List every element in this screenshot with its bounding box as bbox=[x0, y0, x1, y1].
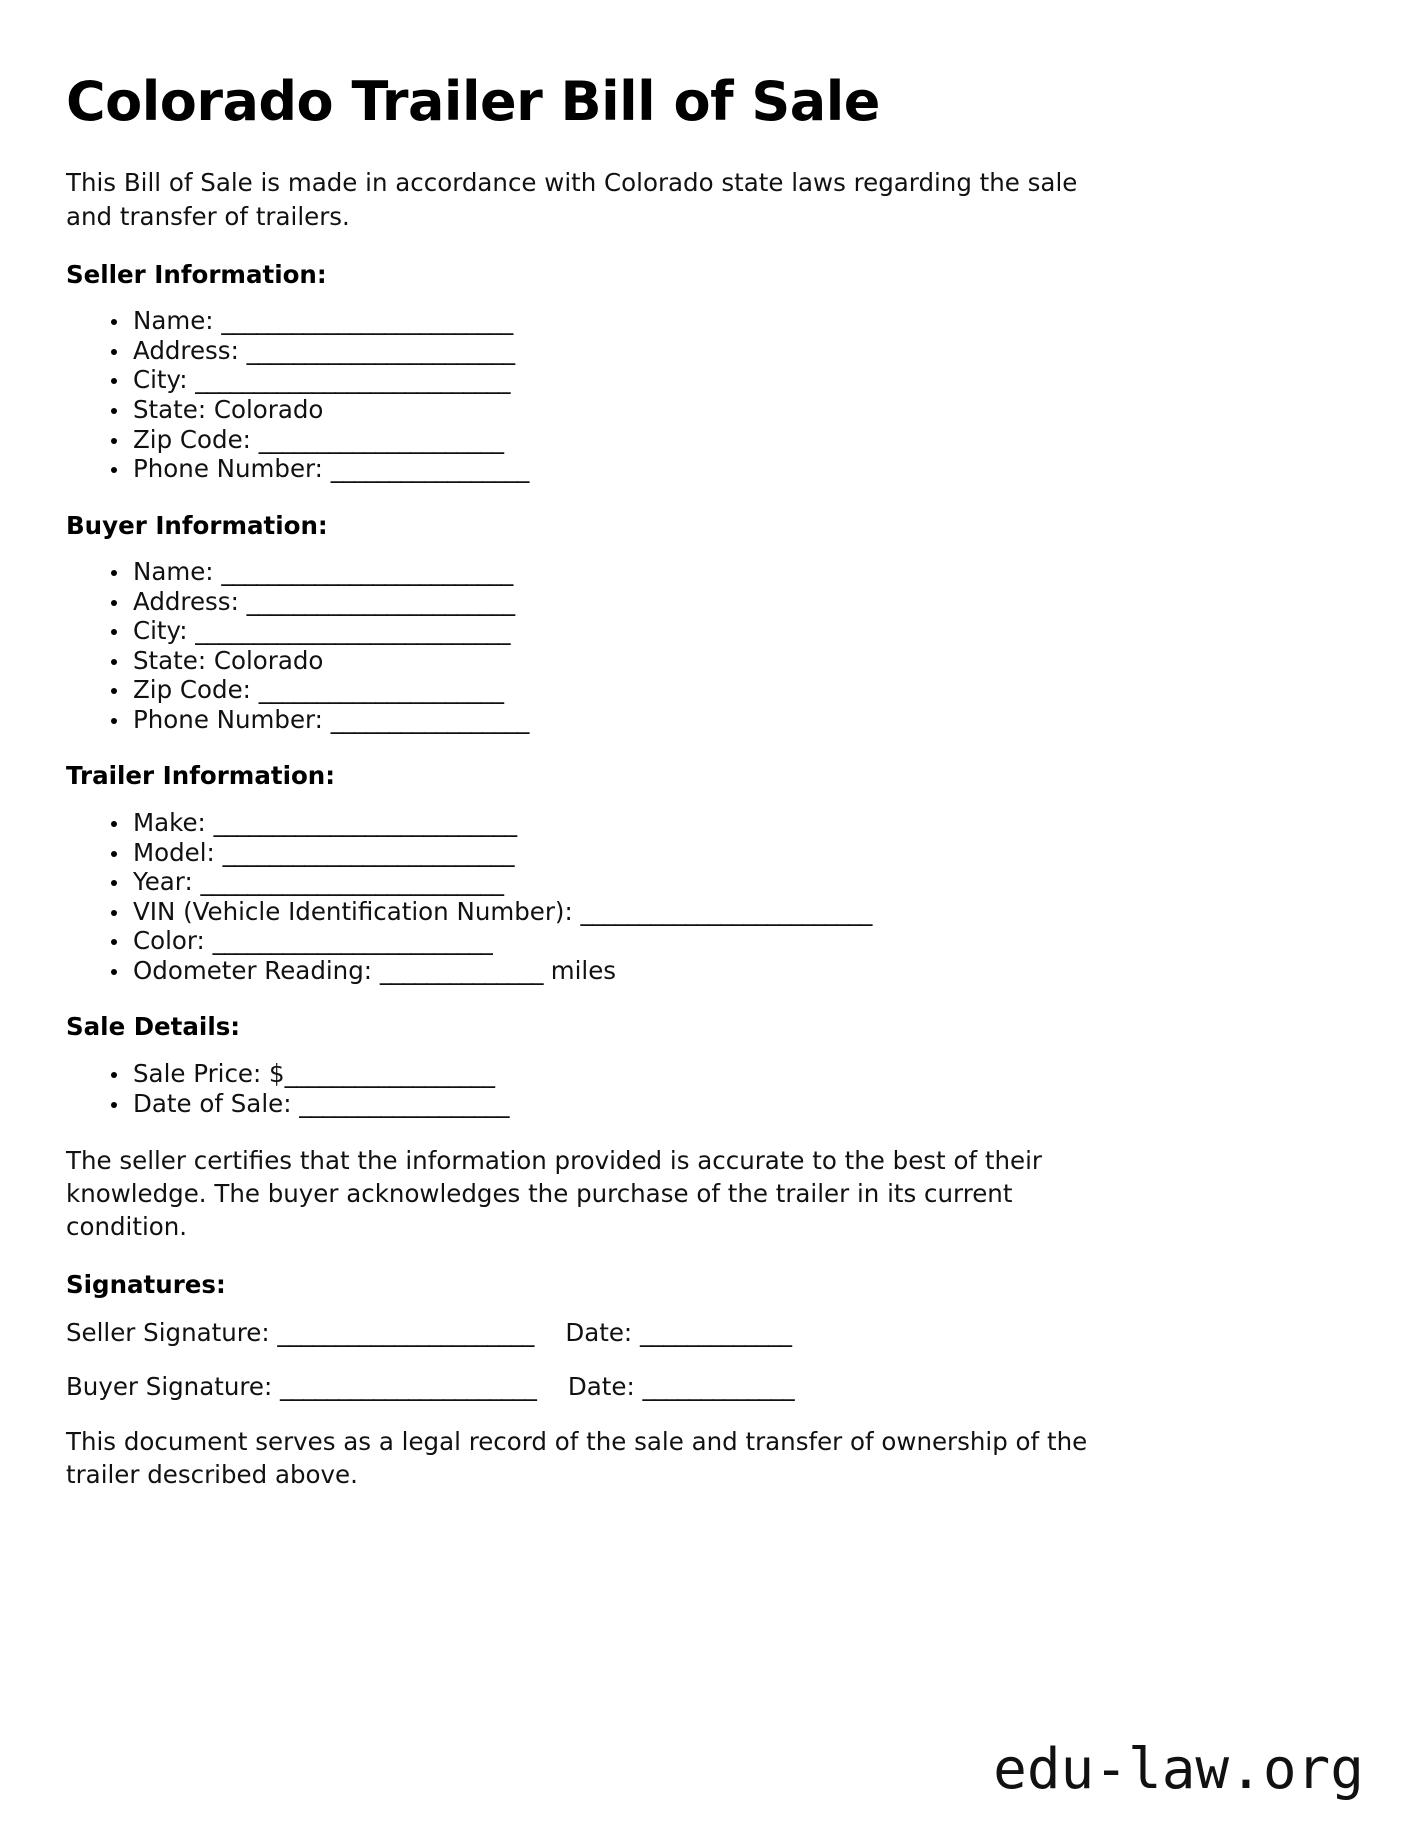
buyer-signature-row bbox=[66, 1371, 1350, 1403]
list-item bbox=[108, 1059, 1350, 1089]
list-item bbox=[108, 1089, 1350, 1119]
list-item bbox=[108, 897, 1350, 927]
field-label: Sale Price: $ bbox=[133, 1059, 285, 1089]
list-item bbox=[108, 365, 1350, 395]
page-title: Colorado Trailer Bill of Sale bbox=[66, 70, 880, 133]
seller-date-blank[interactable]: _____________ bbox=[639, 1318, 792, 1348]
field-label: Date of Sale: bbox=[133, 1088, 292, 1118]
field-label: Zip Code: bbox=[133, 675, 251, 705]
field-blank[interactable]: _________________________ bbox=[580, 896, 872, 926]
field-label: City: bbox=[133, 365, 188, 395]
field-label: VIN (Vehicle Identification Number): bbox=[133, 896, 573, 926]
buyer-signature-label: Buyer Signature: bbox=[66, 1372, 273, 1402]
field-blank[interactable]: ______________ bbox=[379, 955, 543, 985]
buyer-signature-blank[interactable]: ______________________ bbox=[280, 1372, 537, 1402]
list-item bbox=[108, 395, 1350, 425]
list-item bbox=[108, 867, 1350, 897]
sale-details-list bbox=[66, 1059, 1350, 1118]
buyer-date-blank[interactable]: _____________ bbox=[642, 1372, 794, 1402]
field-blank[interactable]: _____________________ bbox=[258, 675, 504, 705]
field-label: Address: bbox=[133, 335, 239, 365]
list-item bbox=[108, 587, 1350, 617]
list-item bbox=[108, 956, 1350, 986]
field-blank[interactable]: ___________________________ bbox=[195, 616, 510, 646]
list-item bbox=[108, 705, 1350, 735]
field-blank[interactable]: _________________ bbox=[330, 454, 529, 484]
intro-paragraph: This Bill of Sale is made in accordance with Colorado state laws regarding the sale and transfer of trailers. bbox=[66, 168, 1078, 231]
list-item bbox=[108, 557, 1350, 587]
list-item bbox=[108, 838, 1350, 868]
field-blank[interactable]: _________________________ bbox=[222, 837, 514, 867]
list-item bbox=[108, 926, 1350, 956]
field-label: Name: bbox=[133, 306, 214, 336]
field-label: Zip Code: bbox=[133, 424, 251, 454]
field-blank[interactable]: ___________________________ bbox=[195, 365, 510, 395]
field-blank[interactable]: __________________________ bbox=[213, 808, 517, 838]
closing-paragraph: This document serves as a legal record of the sale and transfer of ownership of the trailer described above. bbox=[66, 1427, 1088, 1490]
list-item bbox=[108, 454, 1350, 484]
signature-block bbox=[66, 1317, 1350, 1403]
signatures-heading: Signatures: bbox=[66, 1270, 226, 1300]
seller-signature-blank[interactable]: ______________________ bbox=[277, 1318, 534, 1348]
list-item bbox=[108, 675, 1350, 705]
field-blank[interactable]: _________________________ bbox=[221, 557, 513, 587]
trailer-information-list bbox=[66, 808, 1350, 985]
trailer-information-heading: Trailer Information: bbox=[66, 761, 336, 791]
seller-date-label: Date: bbox=[565, 1318, 633, 1348]
list-item bbox=[108, 808, 1350, 838]
field-blank[interactable]: ________________________ bbox=[212, 926, 493, 956]
seller-signature-label: Seller Signature: bbox=[66, 1318, 270, 1348]
field-blank[interactable]: __________________ bbox=[284, 1059, 495, 1089]
field-blank[interactable]: _______________________ bbox=[246, 586, 515, 616]
certification-paragraph: The seller certifies that the information provided is accurate to the best of their knowledge. The buyer acknowledges the purchase of the trailer in its current condition. bbox=[66, 1146, 1042, 1242]
field-label: Phone Number: bbox=[133, 704, 323, 734]
field-label: City: bbox=[133, 616, 188, 646]
field-blank[interactable]: __________________ bbox=[299, 1088, 509, 1118]
buyer-date-label: Date: bbox=[567, 1372, 635, 1402]
field-blank[interactable]: _____________________ bbox=[258, 424, 504, 454]
field-label: Name: bbox=[133, 557, 214, 587]
field-label: Address: bbox=[133, 586, 239, 616]
field-label: State: Colorado bbox=[133, 645, 324, 675]
seller-information-list bbox=[66, 306, 1350, 483]
field-label: State: Colorado bbox=[133, 394, 324, 424]
field-blank[interactable]: __________________________ bbox=[200, 867, 504, 897]
list-item bbox=[108, 646, 1350, 676]
field-label: Phone Number: bbox=[133, 454, 323, 484]
buyer-information-heading: Buyer Information: bbox=[66, 510, 328, 540]
list-item bbox=[108, 336, 1350, 366]
sale-details-heading: Sale Details: bbox=[66, 1012, 241, 1042]
field-label: Make: bbox=[133, 808, 206, 838]
list-item bbox=[108, 306, 1350, 336]
field-label: Color: bbox=[133, 926, 205, 956]
field-blank[interactable]: _________________________ bbox=[221, 306, 513, 336]
seller-information-heading: Seller Information: bbox=[66, 259, 327, 289]
list-item bbox=[108, 616, 1350, 646]
field-suffix: miles bbox=[550, 955, 617, 985]
field-label: Odometer Reading: bbox=[133, 955, 373, 985]
field-blank[interactable]: _______________________ bbox=[246, 335, 515, 365]
list-item bbox=[108, 425, 1350, 455]
field-label: Model: bbox=[133, 837, 215, 867]
field-blank[interactable]: _________________ bbox=[330, 704, 529, 734]
seller-signature-row bbox=[66, 1317, 1350, 1349]
buyer-information-list bbox=[66, 557, 1350, 734]
field-label: Year: bbox=[133, 867, 193, 897]
site-watermark: edu-law.org bbox=[993, 1737, 1364, 1802]
